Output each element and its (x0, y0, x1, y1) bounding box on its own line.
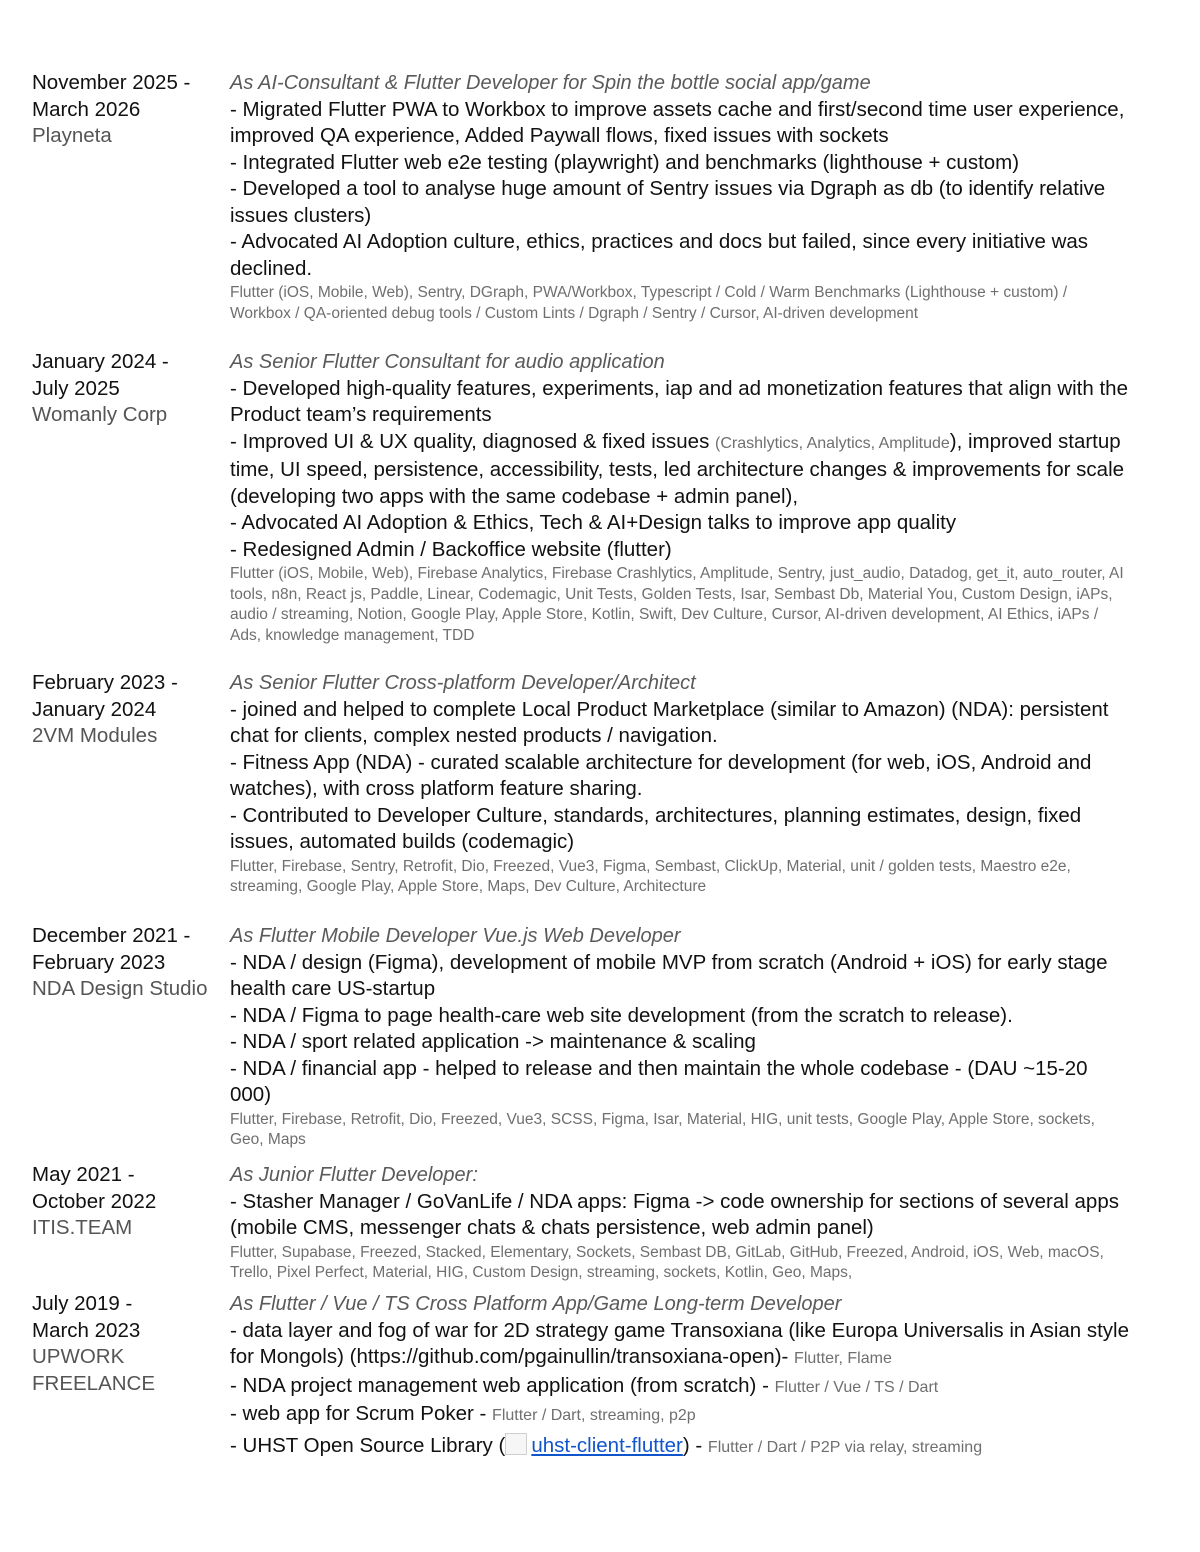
date-start: February 2023 - (32, 671, 178, 694)
role-title: As AI-Consultant & Flutter Developer for Spin the bottle social app/game (230, 72, 871, 94)
bullet-item (230, 1401, 1130, 1430)
bullet-tech: Flutter / Dart / P2P via relay, streaming (707, 1438, 983, 1456)
link-preview-icon (505, 1433, 527, 1455)
bullet-item: - Stasher Manager / GoVanLife / NDA apps: Figma -> code ownership for sections of several apps (mobile CMS, messenger chats & chats persistence, web admin panel) (230, 1189, 1119, 1239)
bullet-item: - NDA / design (Figma), development of mobile MVP from scratch (Android + iOS) for early stage health care US-startup (230, 950, 1108, 1000)
role-title: As Senior Flutter Cross-platform Developer/Architect (230, 672, 696, 694)
date-start: July 2019 - (32, 1292, 133, 1315)
date-end: March 2026 (32, 97, 141, 121)
bullet-item: - Redesigned Admin / Backoffice website (flutter) (230, 537, 672, 561)
bullet-item (230, 1318, 1130, 1373)
date-start: December 2021 - (32, 924, 191, 947)
tech-stack: Flutter (iOS, Mobile, Web), Firebase Analytics, Firebase Crashlytics, Amplitude, Sentry, just_audio, Datadog, get_it, auto_router, AI tools, n8n, React js, Paddle, Linear, Codemagic, Unit Tests, Golden Tests, Isar, Sembast Db, Material You, Custom Design, iAPs, audio / streaming, Notion, Google Play, Apple Store, Kotlin, Swift, Dev Culture, Cursor, AI-driven development, AI Ethics, iAPs / Ads, knowledge management, TDD (230, 565, 1124, 644)
entry-content (230, 1162, 1130, 1284)
bullet-text: - data layer and fog of war for 2D strategy game Transoxiana (like Europa Universalis in Asian style for Mongols) (https://github.com/pgainullin/transoxiana-open)- (230, 1318, 1130, 1368)
bullet-text: - web app for Scrum Poker - (230, 1402, 493, 1425)
bullet-item: - Advocated AI Adoption culture, ethics, practices and docs but failed, since every initiative was declined. (230, 230, 1089, 280)
company-name: Womanly Corp (32, 403, 168, 426)
bullet-item: - Developed a tool to analyse huge amount of Sentry issues via Dgraph as db (to identify relative issues clusters) (230, 177, 1106, 227)
bullet-item: - Fitness App (NDA) - curated scalable architecture for development (for web, iOS, Android and watches), with cross platform feature sharing. (230, 750, 1092, 800)
bullet-text-rest: ), improved startup time, UI speed, persistence, accessibility, tests, led architecture changes & improvements for scale (developing two apps with the same codebase + admin panel), (230, 429, 1125, 508)
bullet-item (230, 1433, 1130, 1462)
date-start: November 2025 - (32, 71, 191, 94)
date-end: July 2025 (32, 376, 120, 400)
date-start: January 2024 - (32, 350, 169, 373)
company-name: UPWORK (32, 1345, 125, 1368)
bullet-item: - Developed high-quality features, experiments, iap and ad monetization features that align with the Product team’s requirements (230, 376, 1128, 426)
date-end: October 2022 (32, 1189, 157, 1213)
role-title: As Flutter / Vue / TS Cross Platform App/Game Long-term Developer (230, 1293, 842, 1315)
entry-meta (32, 670, 222, 750)
company-name: FREELANCE (32, 1371, 156, 1395)
company-name: ITIS.TEAM (32, 1216, 133, 1239)
bullet-item (230, 1373, 1130, 1402)
entry-meta (32, 70, 222, 150)
bullet-item: - joined and helped to complete Local Product Marketplace (similar to Amazon) (NDA): persistent chat for clients, complex nested products / navigation. (230, 697, 1109, 747)
bullet-item: - NDA / sport related application -> maintenance & scaling (230, 1030, 756, 1053)
uhst-client-flutter-link[interactable]: uhst-client-flutter (531, 1433, 683, 1457)
bullet-tech: Flutter / Dart, streaming, p2p (492, 1407, 696, 1424)
role-title: As Junior Flutter Developer: (230, 1164, 478, 1186)
date-start: May 2021 - (32, 1163, 135, 1186)
tech-stack: Flutter, Supabase, Freezed, Stacked, Elementary, Sockets, Sembast DB, GitLab, GitHub, Freezed, Android, iOS, Web, macOS, Trello, Pixel Perfect, Material, HIG, Custom Design, streaming, sockets, Kotlin, Geo, Maps, (230, 1243, 1104, 1281)
bullet-text: - NDA project management web application (from scratch) - (230, 1373, 775, 1397)
bullet-item: - Migrated Flutter PWA to Workbox to improve assets cache and first/second time user experience, improved QA experience, Added Paywall flows, fixed issues with sockets (230, 97, 1125, 147)
company-name: 2VM Modules (32, 724, 158, 747)
entry-content (230, 923, 1130, 1151)
tech-stack: Flutter (iOS, Mobile, Web), Sentry, DGraph, PWA/Workbox, Typescript / Cold / Warm Benchmarks (Lighthouse + custom) / Workbox / QA-oriented debug tools / Custom Lints / Dgraph / Sentry / Cursor, AI-driven development (230, 284, 1068, 322)
bullet-tech: Flutter, Flame (794, 1350, 892, 1367)
entry-content (230, 70, 1130, 324)
entry-meta (32, 1162, 222, 1242)
entry-meta (32, 349, 222, 429)
tech-stack: Flutter, Firebase, Sentry, Retrofit, Dio, Freezed, Vue3, Figma, Sembast, ClickUp, Material, unit / golden tests, Maestro e2e, streaming, Google Play, Apple Store, Maps, Dev Culture, Architecture (230, 857, 1071, 895)
entry-meta (32, 1291, 222, 1397)
entry-content (230, 349, 1130, 646)
bullet-item: - Integrated Flutter web e2e testing (playwright) and benchmarks (lighthouse + custom) (230, 150, 1020, 174)
bullet-text: - Improved UI & UX quality, diagnosed & fixed issues (230, 429, 710, 453)
bullet-inline-tools: (Crashlytics, Analytics, Amplitude (715, 434, 950, 452)
bullet-item: - NDA / Figma to page health-care web site development (from the scratch to release). (230, 1003, 1013, 1027)
bullet-text-after: ) - (682, 1433, 708, 1457)
tech-stack: Flutter, Firebase, Retrofit, Dio, Freezed, Vue3, SCSS, Figma, Isar, Material, HIG, unit tests, Google Play, Apple Store, sockets, Geo, Maps (230, 1110, 1095, 1148)
entry-meta (32, 923, 222, 1003)
company-name: NDA Design Studio (32, 977, 208, 1000)
role-title: As Senior Flutter Consultant for audio application (230, 351, 665, 373)
date-end: March 2023 (32, 1318, 141, 1342)
role-title: As Flutter Mobile Developer Vue.js Web Developer (230, 925, 681, 947)
bullet-item: - NDA / financial app - helped to release and then maintain the whole codebase - (DAU ~15-20 000) (230, 1056, 1088, 1106)
bullet-item (230, 429, 1130, 511)
date-end: February 2023 (32, 950, 166, 974)
bullet-item: - Contributed to Developer Culture, standards, architectures, planning estimates, design, fixed issues, automated builds (codemagic) (230, 803, 1082, 853)
entry-content (230, 1291, 1130, 1461)
date-end: January 2024 (32, 697, 157, 721)
bullet-item: - Advocated AI Adoption & Ethics, Tech & AI+Design talks to improve app quality (230, 511, 957, 534)
bullet-tech: Flutter / Vue / TS / Dart (774, 1378, 939, 1396)
company-name: Playneta (32, 124, 112, 147)
bullet-text: - UHST Open Source Library ( (230, 1433, 506, 1457)
entry-content (230, 670, 1130, 898)
